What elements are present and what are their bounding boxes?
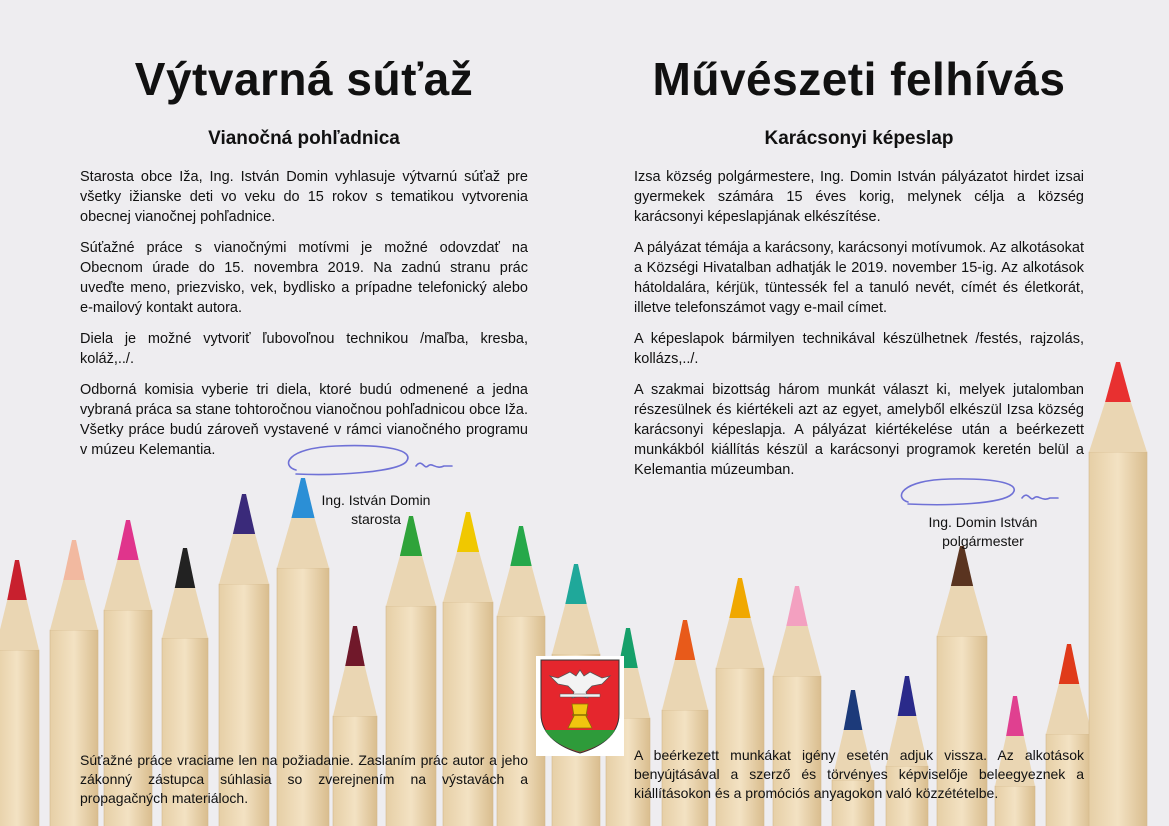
coat-of-arms-logo — [536, 656, 624, 756]
right-signature-image — [890, 474, 1070, 518]
left-body — [80, 167, 528, 471]
left-paragraph: Odborná komisia vyberie tri diela, ktoré budú odmenené a jedna vybraná práca sa stane tohtoročnou vianočnou pohľadnicou obce Iža. Všetky práce budú zároveň vystavené v rámci vianočného programu v múzeu Kelemantia. — [80, 382, 528, 458]
right-paragraph: A szakmai bizottság három munkát választ ki, melyek jutalomban részesülnek és kiértékeli azt az egyet, amelyből elkészül Izsa község karácsonyi képeslapja. A pályázat kiértékelése után a beérkezett munkákból kiállítás készül a karácsonyi programok keretén belül a Kelemantia múzeumban. — [634, 382, 1084, 478]
left-signature — [306, 491, 446, 529]
right-paragraph: A képeslapok bármilyen technikával készülhetnek /festés, rajzolás, kollázs,../. — [634, 331, 1084, 367]
right-body — [634, 167, 1084, 491]
right-paragraph: Izsa község polgármestere, Ing. Domin István pályázatot hirdet izsai gyermekek számára 15 éves korig, melynek célja a község karácsonyi képeslapjának elkészítése. — [634, 169, 1084, 225]
left-signature-name: Ing. István Domin — [321, 492, 431, 508]
pencil — [0, 560, 39, 826]
right-subtitle: Karácsonyi képeslap — [764, 128, 954, 149]
right-title: Művészeti felhívás — [652, 53, 1066, 105]
left-paragraph: Diela je možné vytvoriť ľubovoľnou technikou /maľba, kresba, koláž,../. — [80, 331, 528, 367]
left-signature-role: starosta — [351, 511, 401, 527]
right-paragraph: A pályázat témája a karácsony, karácsonyi motívumok. Az alkotásokat a Községi Hivatalban adhatják le 2019. november 15-ig. Az alkotások hátoldalára, kérjük, tüntessék fel a tanuló nevét, címét és életkorát, illetve telefonszámot vagy e-mail címet. — [634, 240, 1084, 316]
right-signature-name: Ing. Domin István — [928, 514, 1038, 530]
pencil — [1089, 362, 1147, 826]
right-signature — [913, 513, 1053, 551]
left-signature-image — [276, 440, 466, 488]
right-footer: A beérkezett munkákat igény esetén adjuk vissza. Az alkotások benyújtásával a szerző és törvényes képviselője beleegyeznek a kiállításokon és a promóciós anyagokon való közzétételbe. — [634, 747, 1084, 801]
left-paragraph: Starosta obce Iža, Ing. István Domin vyhlasuje výtvarnú súťaž pre všetky ižianske deti vo veku do 15 rokov s tematikou vytvorenia obecnej vianočnej pohľadnice. — [80, 169, 528, 225]
right-signature-role: polgármester — [942, 533, 1024, 549]
left-title: Výtvarná súťaž — [134, 53, 474, 105]
left-subtitle: Vianočná pohľadnica — [208, 128, 400, 149]
left-footer: Súťažné práce vraciame len na požiadanie. Zaslaním prác autor a jeho zákonný zástupca súhlasia so zverejnením na výstavách a propagačných materiáloch. — [80, 752, 528, 806]
left-paragraph: Súťažné práce s vianočnými motívmi je možné odovzdať na Obecnom úrade do 15. novembra 2019. Na zadnú stranu prác uveďte meno, priezvisko, vek, bydlisko a prípadne telefonický alebo e-mailový kontakt autora. — [80, 240, 528, 316]
